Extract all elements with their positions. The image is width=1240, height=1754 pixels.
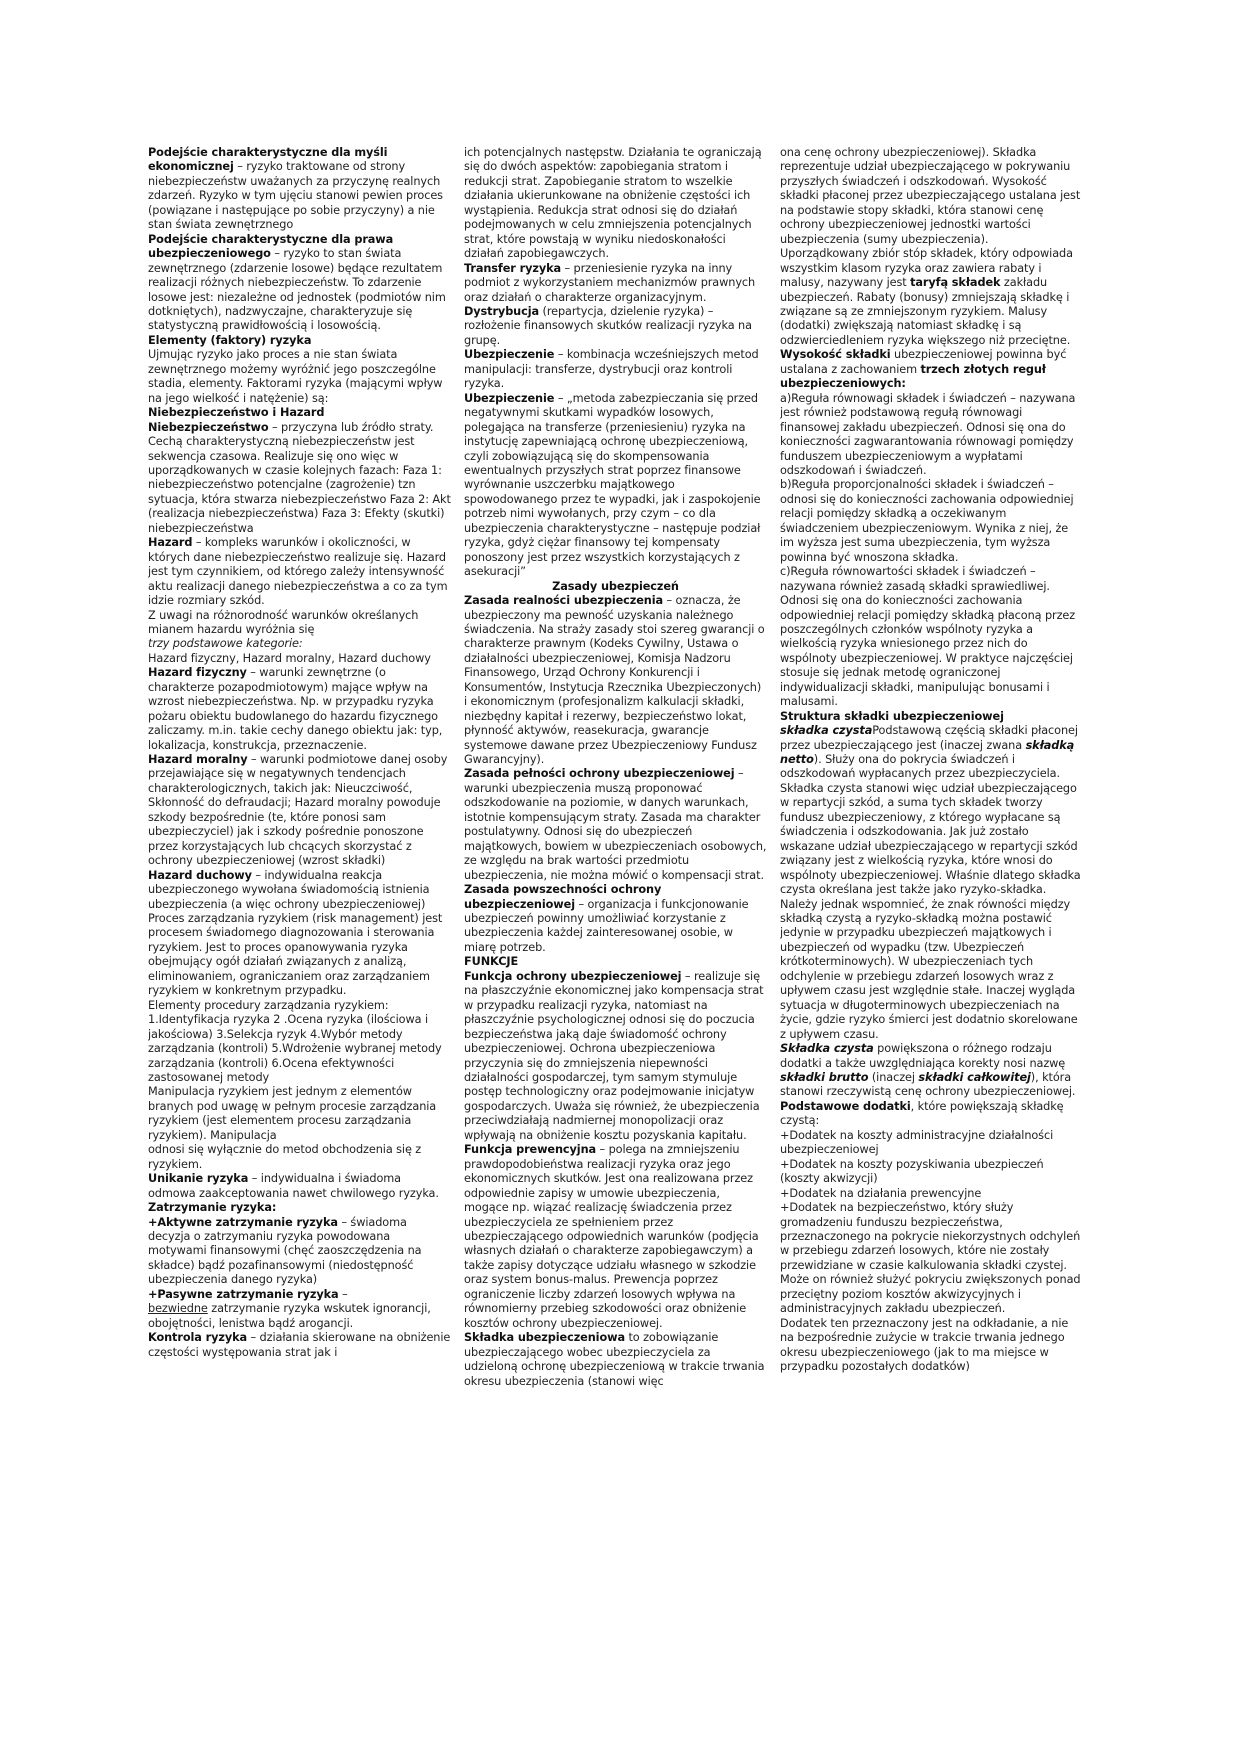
bold-run: Zasada powszechności ochrony ubezpieczeniowej (464, 883, 662, 911)
paragraph (148, 421, 451, 537)
paragraph (464, 970, 767, 1143)
paragraph (780, 1042, 1083, 1100)
paragraph (464, 146, 767, 262)
paragraph (464, 955, 767, 969)
text-run: – przeniesienie ryzyka na inny podmiot z wykorzystaniem mechanizmów prawnych oraz działań o charakterze organizacyjnym. (464, 261, 756, 304)
paragraph (464, 767, 767, 883)
text-run: (repartycja, dzielenie ryzyka) – rozłożenie finansowych skutków realizacji ryzyka na grupę. (464, 304, 752, 347)
text-run: – świadoma decyzja o zatrzymaniu ryzyka powodowana motywami finansowymi (chęć zaoszczędzenia na składce) bądź pozafinansowymi (niedostępność ubezpieczenia danego ryzyka) (148, 1215, 422, 1287)
bold-run: Kontrola ryzyka (148, 1331, 248, 1345)
text-run: – polega na zmniejszeniu prawdopodobieństwa realizacji ryzyka oraz jego ekonomicznych skutków. Jest ona realizowana przez odpowiednie zapisy w umowie ubezpieczenia, mogące np. wiązać realizację świadczenia przez ubezpieczyciela ze spełnieniem przez ubezpieczającego odpowiednich warunków (podjęcia własnych działań o charakterze zapobiegawczym) a także zapisy dotyczące udziału własnego w szkodzie oraz system bonus-malus. Prewencja poprzez ograniczenie liczby zdarzeń losowych wpływa na równomierny przebieg szkodowości oraz obniżenie kosztów ochrony ubezpieczeniowej. (464, 1143, 759, 1330)
text-run: Podstawową częścią składki płaconej przez ubezpieczającego jest (780, 724, 1078, 752)
paragraph (464, 580, 767, 594)
bold-run: Funkcja prewencyjna (464, 1143, 597, 1157)
paragraph (780, 1201, 1083, 1317)
bold-run: Zasada pełności ochrony ubezpieczeniowej (464, 767, 735, 781)
text-run: Dodatek ten przeznaczony jest na odkładanie, a nie na bezpośrednie zużycie w trakcie trwania jednego okresu ubezpieczeniowego (jak to ma miejsce w przypadku pozostałych dodatków) (780, 1316, 1069, 1374)
paragraph (464, 392, 767, 580)
text-run: ubezpieczeniowej powinna być ustalana z zachowaniem (780, 348, 1067, 376)
text-run: – działania skierowane na obniżenie częstości występowania strat jak i (148, 1331, 451, 1359)
bold-run: Składka ubezpieczeniowa (464, 1331, 625, 1345)
paragraph (148, 348, 451, 406)
paragraph (780, 1129, 1083, 1158)
bold-run: składka czysta (780, 724, 873, 738)
paragraph (148, 1331, 451, 1360)
bold-run: taryfą składek (910, 276, 1001, 290)
bold-run: Elementy (faktory) ryzyka (148, 333, 312, 347)
text-run: Hazard fizyczny, Hazard moralny, Hazard duchowy (148, 651, 431, 665)
bold-run: FUNKCJE (464, 955, 519, 969)
text-run: – (338, 1287, 348, 1301)
bold-run: Składka czysta (780, 1042, 874, 1056)
text-run: +Dodatek na działania prewencyjne (780, 1186, 982, 1200)
paragraph (148, 869, 451, 999)
bold-run: Podejście charakterystyczne dla myśli ekonomicznej (148, 146, 388, 174)
text-run: (inaczej zwana (939, 738, 1026, 752)
bold-run: Niebezpieczeństwo (148, 420, 269, 434)
paragraph (148, 406, 451, 420)
bold-run: Niebezpieczeństwo i Hazard (148, 406, 325, 420)
paragraph (148, 753, 451, 869)
column-1 (148, 146, 451, 1389)
text-run: – indywidualna reakcja ubezpieczonego wywołana świadomością istnienia ubezpieczenia (a więc ochrony ubezpieczeniowej) Proces zarządzania ryzykiem (risk management) jest procesem świadomego diagnozowania i sterowania ryzykiem. Jest to proces opanowywania ryzyka obejmujący ogół działań związanych z analizą, eliminowaniem, ograniczaniem oraz zarządzaniem ryzykiem w konkretnym przypadku. (148, 868, 443, 998)
text-run: Manipulacja ryzykiem jest jednym z elementów branych pod uwagę w pełnym procesie zarządzania ryzykiem (jest elementem procesu zarządzania ryzykiem). Manipulacja (148, 1085, 437, 1142)
text-run: Elementy procedury zarządzania ryzykiem: 1.Identyfikacja ryzyka 2 .Ocena ryzyka (ilościowa i jakościowa) 3.Selekcja ryzyk 4.Wybór metody zarządzania (kontroli) 5.Wdrożenie wybranej metody zarządzania (kontroli) 6.Ocena efektywności zastosowanej metody (148, 998, 442, 1084)
document-page (148, 146, 1083, 1389)
bold-run: Hazard (148, 536, 193, 550)
paragraph (780, 710, 1083, 724)
paragraph (464, 1331, 767, 1389)
paragraph (148, 666, 451, 753)
text-run: – warunki zewnętrzne (o charakterze pozapodmiotowym) mające wpływ na wzrost niebezpieczeństwa. Np. w przypadku ryzyka pożaru obiektu budowlanego do hazardu fizycznego zaliczamy. m.in. takie cechy danego obiektu jak: typ, lokalizacja, konstrukcja, przeznaczenie. (148, 666, 443, 752)
text-run: – ryzyko traktowane od strony niebezpieczeństw uważanych za przyczynę realnych zdarzeń. Ryzyko w tym ujęciu stanowi pewien proces (powiązane i następujące po sobie przyczyny) a nie stan świata zewnętrznego (148, 160, 443, 232)
bold-run: Ubezpieczenie (464, 348, 555, 362)
italic-run: trzy podstawowe kategorie: (148, 637, 303, 651)
bold-run: Funkcja ochrony ubezpieczeniowej (464, 969, 682, 983)
paragraph (148, 1288, 451, 1302)
paragraph (464, 305, 767, 348)
bold-run: Transfer ryzyka (464, 261, 562, 275)
underline-run: bezwiedne (148, 1302, 208, 1316)
paragraph (464, 348, 767, 391)
text-run: +Dodatek na koszty pozyskiwania ubezpieczeń (koszty akwizycji) (780, 1157, 1044, 1186)
text-run: , które powiększają składkę czystą: (780, 1099, 1064, 1128)
paragraph (780, 247, 1083, 348)
paragraph (780, 478, 1083, 565)
bold-run: Zatrzymanie ryzyka: (148, 1201, 277, 1215)
text-run: – kombinacja wcześniejszych metod manipulacji: transferze, dystrybucji oraz kontroli ryzyka. (464, 348, 759, 391)
bold-run: Zasady ubezpieczeń (552, 579, 679, 593)
text-run: ona cenę ochrony ubezpieczeniowej). Składka reprezentuje udział ubezpieczającego w pokrywaniu przyszłych świadczeń i odszkodowań. Wysokość składki płaconej przez ubezpieczającego ustalana jest na podstawie stopy składki, która stanowi cenę ochrony ubezpieczeniowej jednostki wartości ubezpieczenia (sumy ubezpieczenia). (780, 146, 1081, 246)
paragraph (148, 1302, 451, 1331)
bold-run: składki brutto (780, 1071, 869, 1084)
bold-run: Wysokość składki (780, 348, 891, 362)
paragraph (780, 348, 1083, 391)
text-run: Ujmując ryzyko jako proces a nie stan świata zewnętrznego możemy wyróżnić jego poszczególne stadia, elementy. Faktorami ryzyka (mającymi wpływ na jego wielkość i natężenie) są: (148, 348, 443, 405)
text-run: ). Służy ona do pokrycia świadczeń i odszkodowań wypłacanych przez ubezpieczyciela. Składka czysta stanowi więc udział ubezpieczającego w repartycji szkód, a suma tych składek tworzy fundusz ubezpieczeniowy, z którego wypłacane są świadczenia i odszkodowania. Jak już zostało wskazane udział ubezpieczającego w repartycji szkód związany jest z wielkością ryzyka, które wnosi do wspólnoty ubezpieczeniowej. Właśnie dlatego składka czysta określana jest także jako ryzyko-składka. Należy jednak wspomnieć, że znak równości między składką czystą a ryzyko-składką można postawić jedynie w przypadku ubezpieczeń majątkowych i ubezpieczeń od wypadku (tzw. Ubezpieczeń krótkoterminowych). W ubezpieczeniach tych odchylenie w przebiegu zdarzeń losowych wraz z upływem czasu jest względnie stałe. Inaczej wygląda sytuacja w długoterminowych ubezpieczeniach na życie, gdzie ryzyko śmierci jest dodatnio skorelowane z upływem czasu. (780, 753, 1081, 1041)
text-run: – warunki ubezpieczenia muszą proponować odszkodowanie na poziomie, w danych warunkach, istotnie kompensującym straty. Zasada ma charakter postulatywny. Odnosi się do ubezpieczeń majątkowych, bowiem w ubezpieczeniach osobowych, ze względu na brak wartości przedmiotu ubezpieczenia, nie można mówić o kompensacji strat. (464, 767, 767, 882)
paragraph (780, 392, 1083, 479)
text-run: odnosi się wyłącznie do metod obchodzenia się z ryzykiem. (148, 1143, 422, 1171)
bold-run: Hazard fizyczny (148, 666, 247, 680)
paragraph (148, 1172, 451, 1201)
text-run: zakładu ubezpieczeń. Rabaty (bonusy) zmniejszają składkę i związane są ze zmniejszonym ryzykiem. Malusy (dodatki) zwiększają natomiast składkę i są odzwierciedleniem ryzyka większego niż przeciętne. (780, 276, 1071, 347)
column-2 (464, 146, 767, 1389)
paragraph (464, 883, 767, 955)
text-run: +Dodatek na bezpieczeństwo, który służy gromadzeniu funduszu bezpieczeństwa, przeznaczonego na pokrycie niekorzystnych odchyleń w przebiegu zdarzeń losowych, które nie zostały przewidziane w czasie kalkulowania składki czystej. Może on również służyć pokryciu zwiększonych ponad przeciętny poziom kosztów akwizycyjnych i administracyjnych zakładu ubezpieczeń. (780, 1201, 1081, 1316)
text-run: – „metoda zabezpieczania się przed negatywnymi skutkami wypadków losowych, polegająca na transferze (przeniesieniu) ryzyka na instytucję zapewniającą ochronę ubezpieczeniową, czyli zobowiązującą się do skompensowania ewentualnych przyszłych strat poprzez finansowe wyrównanie uszczerbku majątkowego spowodowanego przez te wypadki, jak i zaspokojenie potrzeb nimi wywołanych, przy czym – co dla ubezpieczenia charakterystyczne – następuje podział ryzyka, gdyż ciężar finansowy tej kompensaty ponoszony jest przez wszystkich korzystających z asekuracji” (464, 391, 761, 579)
bold-run: trzech złotych reguł ubezpieczeniowych: (780, 362, 1046, 391)
bold-run: +Aktywne zatrzymanie ryzyka (148, 1215, 338, 1229)
bold-run: Hazard moralny (148, 753, 248, 767)
text-run: – realizuje się na płaszczyźnie ekonomicznej jako kompensacja strat w przypadku realizacji ryzyka, natomiast na płaszczyźnie psychologicznej odnosi się do poczucia bezpieczeństwa jaką daje świadomość ochrony ubezpieczeniowej. Ochrona ubezpieczeniowa przyczynia się do zmniejszenia niepewności działalności gospodarczej, tym samym stymuluje postęp technologiczny oraz podejmowanie inicjatyw gospodarczych. Uważa się również, że ubezpieczenia przeciwdziałają nadmiernej monopolizacji oraz wpływają na obniżenie kosztu pozyskania kapitału. (464, 969, 764, 1142)
text-run: c)Reguła równowartości składek i świadczeń – nazywana również zasadą składki sprawiedliwej. Odnosi się ona do konieczności zachowania odpowiedniej relacji pomiędzy składką płaconą przez poszczególnych członków wspólnoty ryzyka a wielkością ryzyka wniesionego przez nich do wspólnoty ubezpieczeniowej. W praktyce najczęściej stosuje się jednak metodę ograniczonej indywidualizacji składki, manipulując bonusami i malusami. (780, 565, 1076, 709)
text-run: – oznacza, że ubezpieczony ma pewność uzyskania należnego świadczenia. Na straży zasady stoi szereg gwarancji o charakterze prawnym (Kodeks Cywilny, Ustawa o działalności ubezpieczeniowej, Komisja Nadzoru Finansowego, Urząd Ochrony Konkurencji i Konsumentów, Instytucja Rzecznika Ubezpieczonych) i ekonomicznym (profesjonalizm kalkulacji składki, niezbędny kapitał i rezerwy, bezpieczeństwo lokat, płynność aktywów, reasekuracja, gwarancje systemowe dawane przez Ubezpieczeniowy Fundusz Gwarancyjny). (464, 594, 765, 767)
bold-run: Podejście charakterystyczne dla prawa ubezpieczeniowego (148, 232, 394, 261)
text-run: (inaczej (868, 1071, 919, 1084)
text-run: – organizacja i funkcjonowanie ubezpieczeń powinny umożliwiać korzystanie z ubezpieczenia każdej zainteresowanej osobie, w miarę potrzeb. (464, 897, 749, 954)
bold-run: Zasada realności ubezpieczenia (464, 594, 664, 608)
bold-run: Ubezpieczenie (464, 391, 555, 405)
bold-run: +Pasywne zatrzymanie ryzyka (148, 1287, 339, 1301)
text-run: powiększona o różnego rodzaju dodatki a także uwzględniająca korekty nosi nazwę (780, 1042, 1066, 1070)
paragraph (148, 334, 451, 348)
bold-run: Hazard duchowy (148, 868, 252, 882)
text-run: Z uwagi na różnorodność warunków określanych mianem hazardu wyróżnia się (148, 608, 419, 636)
paragraph (148, 1085, 451, 1143)
paragraph (148, 1201, 451, 1215)
paragraph (148, 637, 451, 651)
paragraph (780, 1187, 1083, 1201)
text-run: Uporządkowany zbiór stóp składek, który odpowiada wszystkim klasom ryzyka oraz zawiera rabaty i malusy, nazywany jest (780, 247, 1073, 290)
text-run: – indywidualna i świadoma odmowa zaakceptowania nawet chwilowego ryzyka. (148, 1172, 439, 1200)
bold-run: Dystrybucja (464, 304, 540, 318)
paragraph (780, 146, 1083, 247)
paragraph (780, 565, 1083, 710)
paragraph (780, 1317, 1083, 1375)
text-run: ich potencjalnych następstw. Działania te ograniczają się do dwóch aspektów: zapobiegania stratom i redukcji strat. Zapobieganie stratom to wszelkie działania ukierunkowane na obniżenie częstości ich wystąpienia. Redukcja strat odnosi się do działań podejmowanych w celu zmniejszenia potencjalnych strat, które powstają w wyniku niedoskonałości działań zapobiegawczych. (464, 146, 762, 261)
paragraph (780, 724, 1083, 1042)
bold-run: składki całkowitej (918, 1071, 1031, 1084)
text-run: a)Reguła równowagi składek i świadczeń – nazywana jest również podstawową regułą równowagi finansowej zakładu ubezpieczeń. Odnosi się ona do konieczności zagwarantowania równowagi pomiędzy funduszem ubezpieczeniowym a wypłatami odszkodowań i świadczeń. (780, 391, 1076, 477)
paragraph (464, 262, 767, 305)
text-run: ), która stanowi rzeczywistą cenę ochrony ubezpieczeniowej. (780, 1071, 1076, 1099)
text-run: – kompleks warunków i okoliczności, w których dane niebezpieczeństwo realizuje się. Hazard jest tym czynnikiem, od którego zależy intensywność aktu realizacji danego niebezpieczeństwa a co za tym idzie rozmiary szkód. (148, 536, 448, 608)
bold-run: Unikanie ryzyka (148, 1172, 249, 1186)
text-run: – przyczyna lub źródło straty. Cechą charakterystyczną niebezpieczeństw jest sekwencja czasowa. Realizuje się ono więc w uporządkowanych w czasie kolejnych fazach: Faza 1: niebezpieczeństwo potencjalne (zagrożenie) tzn sytuacja, która stwarza niebezpieczeństwo Faza 2: Akt (realizacja niebezpieczeństwa) Faza 3: Efekty (skutki) niebezpieczeństwa (148, 420, 451, 535)
paragraph (148, 146, 451, 233)
text-run: – warunki podmiotowe danej osoby przejawiające się w negatywnych tendencjach charakterologicznych, takich jak: Nieuczciwość, Skłonność do defraudacji; Hazard moralny powoduje szkody bezpośrednie (te, które ponosi sam ubezpieczyciel) jak i szkody pośrednie ponoszone przez korzystających lub chcących skorzystać z ochrony ubezpieczeniowej (wzrost składki) (148, 753, 448, 868)
text-run: zatrzymanie ryzyka wskutek ignorancji, obojętności, lenistwa bądź arogancji. (148, 1302, 431, 1330)
paragraph (780, 1100, 1083, 1129)
paragraph (148, 536, 451, 608)
bold-run: Struktura składki ubezpieczeniowej (780, 709, 1004, 723)
paragraph (148, 999, 451, 1086)
text-run: b)Reguła proporcjonalności składek i świadczeń – odnosi się do konieczności zachowania odpowiedniej relacji pomiędzy składką a oczekiwanym świadczeniem ubezpieczeniowym. Wynika z niej, że im wyższa jest suma ubezpieczenia, tym wyższa powinna być wnoszona składka. (780, 478, 1074, 564)
paragraph (780, 1158, 1083, 1187)
paragraph (148, 652, 451, 666)
paragraph (148, 233, 451, 334)
column-3 (780, 146, 1083, 1389)
bold-run: składką netto (780, 738, 1075, 767)
paragraph (464, 1143, 767, 1331)
paragraph (464, 594, 767, 767)
paragraph (148, 1216, 451, 1288)
text-run: to zobowiązanie ubezpieczającego wobec ubezpieczyciela za udzieloną ochronę ubezpieczeniową w trakcie trwania okresu ubezpieczenia (stanowi więc (464, 1331, 765, 1388)
paragraph (148, 609, 451, 638)
paragraph (148, 1143, 451, 1172)
text-run: – ryzyko to stan świata zewnętrznego (zdarzenie losowe) będące rezultatem realizacji różnych niebezpieczeństw. To zdarzenie losowe jest: niezależne od jednostek (podmiotów nim dotkniętych), nadzwyczajne, charakteryzuje się statystyczną prawidłowością i losowością. (148, 247, 446, 333)
bold-run: Podstawowe dodatki (780, 1099, 911, 1113)
text-run: +Dodatek na koszty administracyjne działalności ubezpieczeniowej (780, 1128, 1054, 1157)
